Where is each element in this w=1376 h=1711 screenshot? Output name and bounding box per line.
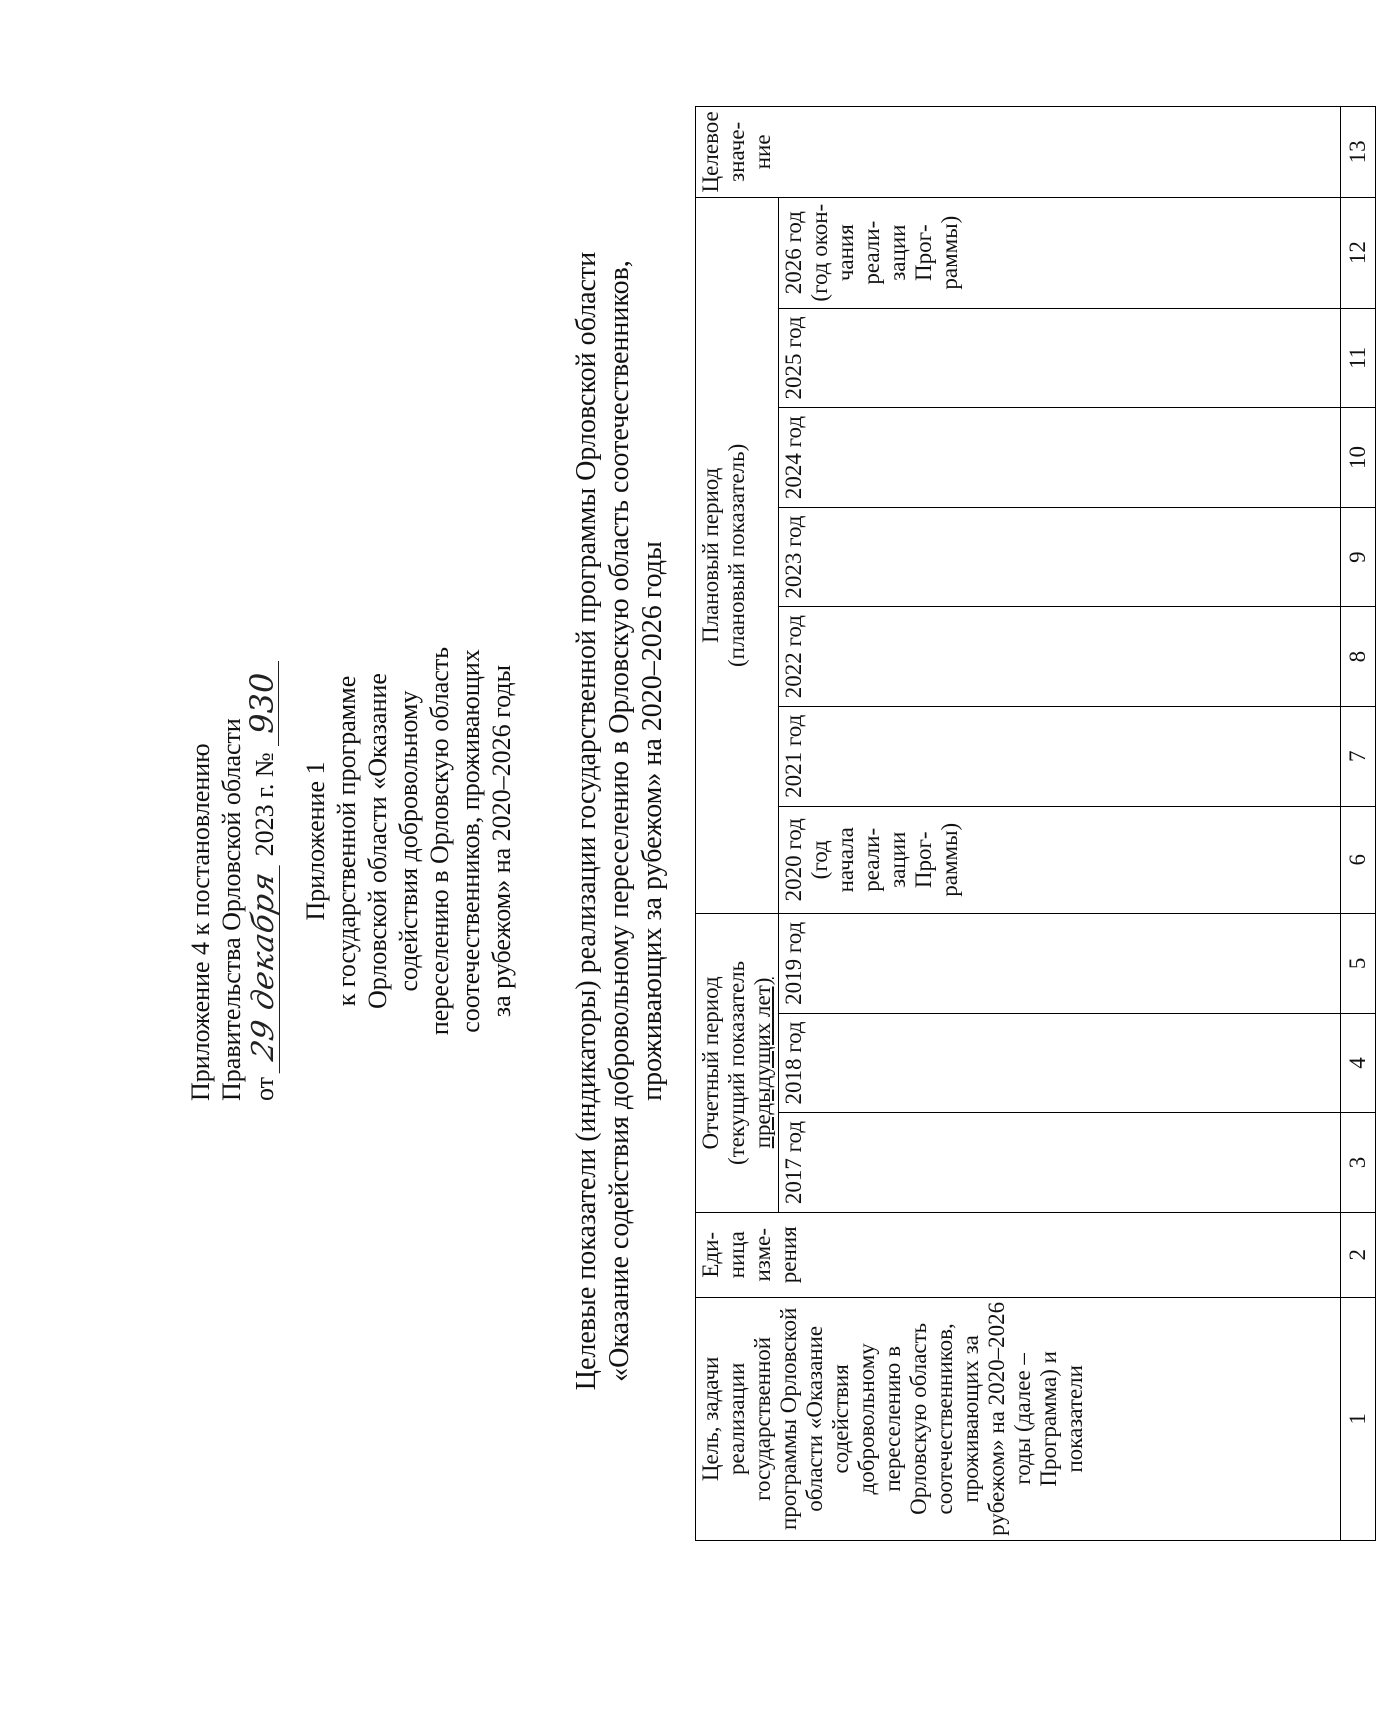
column-number: 1: [1341, 1297, 1376, 1540]
year-header: 2022 год: [779, 607, 1341, 707]
header-goals: Цель, задачи реализации государственной программы Орловской области «Оказание содействия добровольному переселению в Орловскую область соотечественников, проживающих за рубежом» на 2020–2026 годы (далее – Программа) и показатели: [696, 1297, 1341, 1540]
column-number: 5: [1341, 914, 1376, 1014]
planned-line-2: (плановый показатель): [724, 443, 749, 667]
year-header: 2021 год: [779, 706, 1341, 806]
header-unit: Еди-ница изме-рения: [696, 1212, 1341, 1297]
reporting-line-2: (текущий показатель: [724, 960, 749, 1165]
appendix-line: соотечественников, проживающих: [456, 649, 485, 1033]
handwritten-date: 29 декабря: [248, 859, 280, 1073]
column-number: 9: [1341, 507, 1376, 607]
appendix-title: Приложение 1: [301, 761, 330, 921]
header-reporting-period: [696, 914, 779, 1213]
header-target-value: Целевое значе-ние: [696, 107, 1341, 198]
year-header: 2026 год (год окон-чания реали-зации Прог-раммы): [779, 197, 1341, 308]
column-number-row: [1341, 107, 1376, 1541]
column-number: 8: [1341, 607, 1376, 707]
year-header: 2020 год (год начала реали-зации Прог-раммы): [779, 806, 1341, 914]
document-title: [570, 111, 669, 1531]
resolution-header: [185, 541, 280, 1101]
appendix-block: [300, 591, 517, 1091]
appendix-line: содействия добровольному: [394, 690, 423, 992]
title-line-1: Целевые показатели (индикаторы) реализации государственной программы Орловской области: [571, 251, 602, 1391]
column-number: 2: [1341, 1212, 1376, 1297]
column-number: 4: [1341, 1013, 1376, 1113]
reporting-line-3: предыдущих лет): [750, 977, 775, 1149]
appendix-line: к государственной программе: [332, 675, 361, 1007]
reporting-line-1: Отчетный период: [698, 976, 723, 1150]
column-number: 6: [1341, 806, 1376, 914]
title-line-3: проживающих за рубежом» на 2020–2026 годы: [637, 541, 668, 1101]
column-number: 12: [1341, 197, 1376, 308]
column-number: 10: [1341, 408, 1376, 508]
header-from: от: [250, 1076, 279, 1101]
appendix-line: переселению в Орловскую область: [425, 646, 454, 1036]
header-planned-period: [696, 197, 779, 913]
appendix-line: Орловской области «Оказание: [363, 673, 392, 1009]
column-number: 7: [1341, 706, 1376, 806]
column-number: 13: [1341, 107, 1376, 198]
planned-line-1: Плановый период: [698, 467, 723, 644]
header-line-1: Приложение 4 к постановлению: [186, 743, 215, 1101]
column-number: 3: [1341, 1113, 1376, 1213]
title-line-2: «Оказание содействия добровольному переселению в Орловскую область соотечественников,: [604, 260, 635, 1382]
handwritten-number: 930: [247, 661, 279, 746]
year-header: 2023 год: [779, 507, 1341, 607]
header-line-2: Правительства Орловской области: [217, 718, 246, 1101]
year-header: 2025 год: [779, 308, 1341, 408]
column-number: 11: [1341, 308, 1376, 408]
table-header-row-1: [696, 107, 779, 1541]
year-header: 2019 год: [779, 914, 1341, 1014]
year-header: 2018 год: [779, 1013, 1341, 1113]
header-line-3: [243, 541, 281, 1101]
header-year: 2023 г. №: [250, 752, 279, 857]
indicators-table: [695, 106, 1376, 1541]
year-header: 2017 год: [779, 1113, 1341, 1213]
appendix-line: за рубежом» на 2020–2026 годы: [487, 664, 516, 1018]
year-header: 2024 год: [779, 408, 1341, 508]
